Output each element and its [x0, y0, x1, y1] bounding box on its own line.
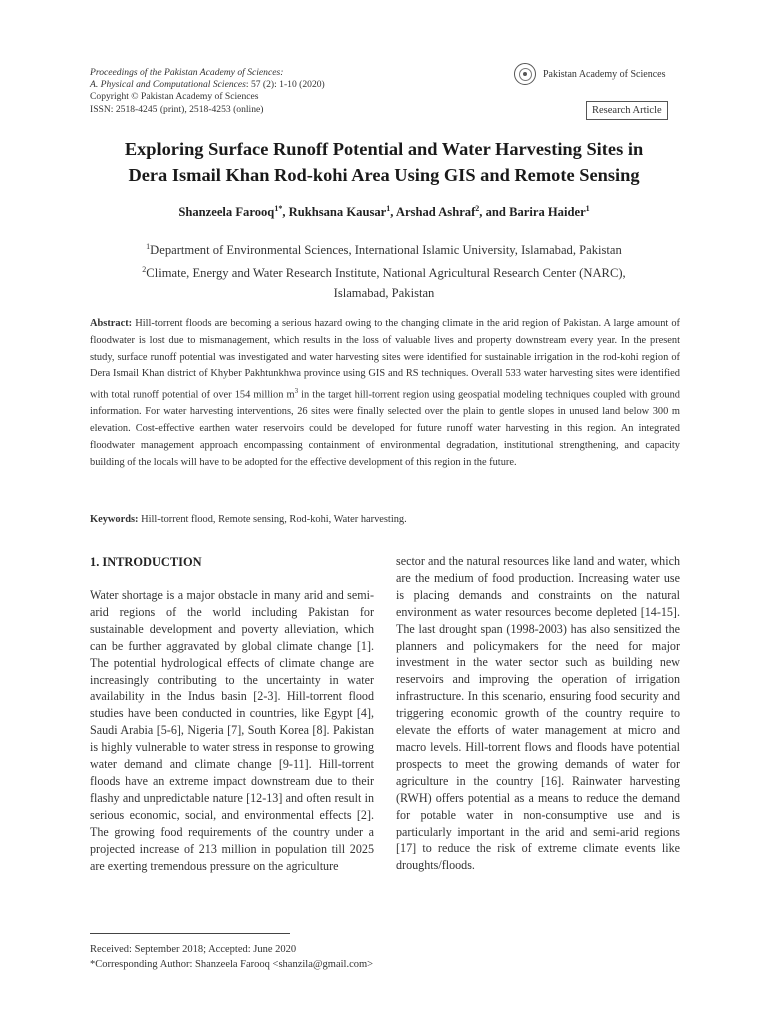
corresponding-author: *Corresponding Author: Shanzeela Farooq <shanzila@gmail.com>: [90, 959, 374, 970]
received-date: Received: September 2018; Accepted: June 2020: [90, 944, 297, 955]
affiliations: [70, 237, 698, 303]
footnotes: [90, 942, 373, 972]
intro-column-left: Water shortage is a major obstacle in many arid and semi-arid regions of the world including Pakistan for sustainable development and poverty alleviation, which can be further aggravated by global climate change [1]. The potential hydrological effects of climate change are increasingly contributing to the uncertainty in water availability in the Indus basin [2-3]. Hill-torrent flood studies have been conducted in countries, like Egypt [4], Saudi Arabia [5-6], Nigeria [7], South Korea [8]. Pakistan is highly vulnerable to water stress in response to growing water demand and climate change [9-11]. Hill-torrent floods have an extreme impact downstream due to their flashy and unpredictable nature [12-13] and often result in serious economic, social, and environmental effects [2]. The growing food requirements of the country under a projected increase of 213 million in population till 2025 are exerting tremendous pressure on the agriculture: [90, 588, 374, 873]
author-affiliation-mark: 1: [386, 204, 391, 213]
author-name: Rukhsana Kausar: [288, 205, 387, 220]
affiliation-2-city: Islamabad, Pakistan: [333, 286, 435, 301]
keywords-label: Keywords:: [90, 514, 139, 525]
author-name: Shanzeela Farooq: [178, 205, 275, 220]
affiliation-text: Climate, Energy and Water Research Institute, National Agricultural Research Center (NARC),: [146, 266, 626, 281]
article-type-badge: Research Article: [586, 101, 668, 120]
unit-superscript: 3: [294, 387, 299, 396]
affiliation-mark: 2: [142, 265, 147, 275]
author-name: Barira Haider: [509, 205, 586, 220]
academy-seal-icon: [514, 63, 536, 85]
section-heading: 1. INTRODUCTION: [90, 555, 202, 569]
abstract-label: Abstract:: [90, 318, 133, 329]
paper-title: [70, 136, 698, 188]
author-affiliation-mark: 1: [585, 204, 590, 213]
intro-column-right: sector and the natural resources like land and water, which are the medium of food production. Increasing water use is placing demands and constraints on the natural environment as water resources become depleted [14-15]. The last drought span (1998-2003) has also sensitized the planners and policymakers for the need for major investment in the water sector such as building new reservoirs and improving the operation of irrigation infrastructure. In this scenario, ensuring food security and triggering economic growth of the country require to elevate the efforts of water management at micro and macro levels. Hill-torrent flows and floods have potential prospects to meet the growing demands of water for agriculture in the country [16]. Rainwater harvesting (RWH) offers potential as a means to reduce the demand for potable water in non-consumptive use and is particularly important in the arid and semi-arid regions [17] to reduce the risk of extreme climate events like droughts/floods.: [396, 554, 680, 873]
keywords-text: Hill-torrent flood, Remote sensing, Rod-kohi, Water harvesting.: [138, 514, 407, 525]
copyright: Copyright © Pakistan Academy of Sciences: [90, 91, 259, 103]
affiliation-text: Department of Environmental Sciences, International Islamic University, Islamabad, Pakistan: [150, 243, 622, 258]
affiliation-2: [70, 260, 698, 283]
issn: ISSN: 2518-4245 (print), 2518-4253 (online): [90, 103, 264, 115]
journal-volume: [90, 79, 325, 91]
academy-name: Pakistan Academy of Sciences: [543, 68, 666, 80]
author-list: Shanzeela Farooq$^{1*}$, Rukhsana Kausar$^1$, Arshad Ashraf$^2$, and Barira Haider$^1$: [178, 204, 590, 220]
keywords: [90, 514, 680, 525]
journal-name: Proceedings of the Pakistan Academy of Sciences:: [90, 67, 284, 78]
title-line-2: Dera Ismail Khan Rod-kohi Area Using GIS and Remote Sensing: [128, 165, 640, 185]
journal-section: A. Physical and Computational Sciences: [90, 79, 246, 91]
affiliation-mark: 1: [146, 242, 151, 251]
journal-info: [90, 67, 325, 116]
affiliation-1: [70, 237, 698, 260]
abstract-text: Hill-torrent floods are becoming a serious hazard owing to the changing climate in the arid region of Pakistan. A large amount of floodwater is lost due to mismanagement, which results in the loss of valuable lives and property downstream every year. In the present study, surface runoff potential was investigated and water harvesting sites were identified for sustainable irrigation in the rod-kohi region of Dera Ismail Khan district of Khyber Pakhtunkhwa province using GIS and RS techniques. Overall 533 water harvesting sites were identified with total runoff potential of over 154 million m: [90, 318, 680, 401]
title-line-1: Exploring Surface Runoff Potential and Water Harvesting Sites in: [124, 139, 644, 159]
abstract-text-continued: in the target hill-torrent region using geospatial modeling techniques coupled with ground information. For water harvesting interventions, 26 sites were finally selected over the plain to gentle slopes in unused land below 300 m elevation. Cost-effective earthen water reservoirs could be developed for future runoff water harvesting in this region. An integrated floodwater management approach encompassing containment of environmental degradation, institutional strengthening, and capacity building of the locals will have to be adopted for the effective development of this region in the future.: [90, 389, 680, 468]
academy-brand: [514, 63, 665, 85]
footnote-divider: [90, 933, 290, 934]
abstract: [90, 316, 680, 472]
author-affiliation-mark: 1*: [274, 204, 283, 213]
author-affiliation-mark: 2: [475, 204, 480, 213]
journal-volume-issue: : 57 (2): 1-10 (2020): [245, 79, 325, 91]
author-name: Arshad Ashraf: [395, 205, 476, 220]
